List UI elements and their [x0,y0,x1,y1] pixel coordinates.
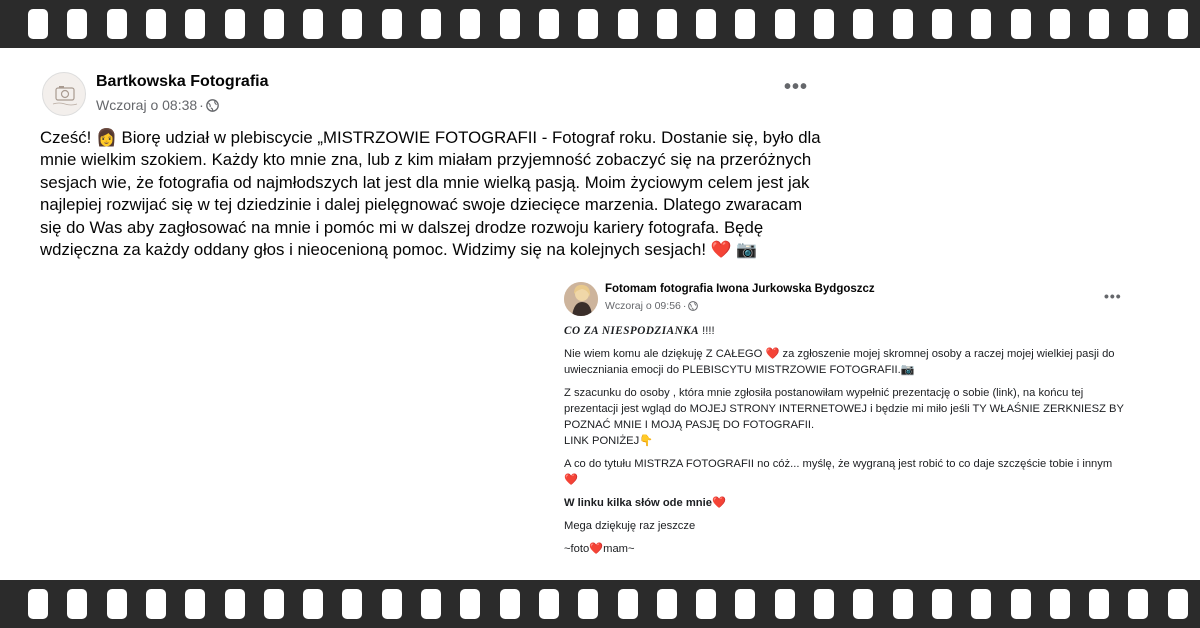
profile-photo-icon [564,282,598,316]
timestamp-text[interactable]: Wczoraj o 08:38 [96,97,198,113]
film-sprocket-hole [500,589,520,619]
film-sprocket-hole [696,9,716,39]
post-body: Cześć! 👩 Biorę udział w plebiscycie „MISTRZOWIE FOTOGRAFII - Fotograf roku. Dostanie się, było dla mnie wielkim szokiem. Każdy kto mnie zna, lub z kim miałam przyjemność zobaczyć się na przeróżnych sesjach wie, że fotografia od najmłodszych lat jest dla mnie wielką pasją. Moim życiowym celem jest jak najlepiej rozwijać się w tej dziedzinie i dalej pielęgnować swoje dziecięce marzenia. Dlatego zwaracam się do Was aby zagłosować na mnie i pomóc mi w dalszej drodze rozwoju kariery fotografa. Będę wdzięczna za każdy oddany głos i nieocenioną pomoc. Widzimy się na kolejnych sesjach! ❤️ 📷 [40,128,821,260]
post-timestamp[interactable] [96,97,219,115]
film-sprocket-hole [67,9,87,39]
film-sprocket-hole [814,589,834,619]
film-sprocket-hole [342,589,362,619]
film-sprocket-hole [971,9,991,39]
film-sprocket-hole [303,589,323,619]
post-timestamp[interactable] [605,300,698,314]
film-sprocket-hole [696,589,716,619]
author-avatar[interactable] [564,282,598,316]
film-strip-bottom [0,580,1200,628]
film-sprocket-hole [735,9,755,39]
film-sprocket-hole [185,9,205,39]
film-sprocket-hole [382,9,402,39]
headline-suffix: !!!! [699,325,715,337]
film-sprocket-hole [618,589,638,619]
film-sprocket-hole [1089,589,1109,619]
film-strip-top [0,0,1200,48]
film-sprocket-hole [578,9,598,39]
film-sprocket-hole [1089,9,1109,39]
film-sprocket-hole [146,589,166,619]
film-sprocket-hole [539,589,559,619]
film-sprocket-hole [185,589,205,619]
film-sprocket-hole [657,589,677,619]
film-sprocket-hole [893,589,913,619]
film-sprocket-hole [264,589,284,619]
film-sprocket-hole [67,589,87,619]
paragraph-2-text: Z szacunku do osoby , która mnie zgłosiła postanowiłam wypełnić prezentację o sobie (link), na końcu tej prezentacji jest wgląd do MOJEJ STRONY INTERNETOWEJ i będzie mi miło jeśli TY WŁAŚNIE ZERKNIESZ BY POZNAĆ MNIE I MOJĄ PASJĘ DO FOTOGRAFII. [564,387,1124,431]
film-sprocket-hole [421,589,441,619]
film-sprocket-hole [382,589,402,619]
globe-icon [206,99,219,115]
film-sprocket-hole [932,9,952,39]
headline-italic: CO ZA NIESPODZIANKA [564,325,700,337]
paragraph-2 [564,385,1124,449]
film-sprocket-hole [107,9,127,39]
film-sprocket-hole [500,9,520,39]
more-options-button[interactable]: ••• [1104,288,1122,304]
film-sprocket-hole [1050,9,1070,39]
paragraph-3: A co do tytułu MISTRZA FOTOGRAFII no cóż... myślę, że wygraną jest robić to co daje szczęście tobie i innym ❤️ [564,458,1113,486]
signature: ~foto❤️mam~ [564,543,635,555]
film-sprocket-hole [264,9,284,39]
paragraph-1: Nie wiem komu ale dziękuję Z CAŁEGO ❤️ za zgłoszenie mojej skromnej osoby a raczej mojej wielkiej pasji do uwieczniania emocji do PLEBISCYTU MISTRZOWIE FOTOGRAFII.📷 [564,348,1115,376]
author-avatar[interactable] [42,72,86,116]
film-sprocket-hole [775,9,795,39]
film-sprocket-hole [1168,589,1188,619]
film-sprocket-hole [421,9,441,39]
film-sprocket-hole [1168,9,1188,39]
film-sprocket-hole [618,9,638,39]
link-below-text: LINK PONIŻEJ👇 [564,435,654,447]
film-sprocket-hole [657,9,677,39]
film-sprocket-hole [893,9,913,39]
film-sprocket-hole [578,589,598,619]
film-sprocket-hole [853,589,873,619]
film-sprocket-hole [1128,589,1148,619]
film-sprocket-hole [1011,589,1031,619]
film-sprocket-hole [1128,9,1148,39]
globe-icon [688,301,698,314]
post-body [564,323,1124,564]
separator-dot: · [682,300,687,312]
film-sprocket-hole [303,9,323,39]
film-sprocket-hole [735,589,755,619]
film-sprocket-hole [225,589,245,619]
film-sprocket-hole [225,9,245,39]
film-sprocket-hole [853,9,873,39]
film-sprocket-hole [1011,9,1031,39]
film-sprocket-hole [932,589,952,619]
film-sprocket-hole [146,9,166,39]
paragraph-5: Mega dziękuję raz jeszcze [564,520,696,532]
camera-logo-icon [43,73,86,116]
more-options-button[interactable]: ••• [784,76,809,98]
film-sprocket-hole [460,9,480,39]
author-name[interactable]: Bartkowska Fotografia [96,73,269,90]
film-sprocket-hole [342,9,362,39]
author-name[interactable]: Fotomam fotografia Iwona Jurkowska Bydgoszcz [605,283,875,295]
embedded-post [562,278,1132,570]
paragraph-4: W linku kilka słów ode mnie❤️ [564,497,726,509]
film-sprocket-hole [775,589,795,619]
film-sprocket-hole [539,9,559,39]
film-sprocket-hole [28,9,48,39]
timestamp-text[interactable]: Wczoraj o 09:56 [605,300,681,312]
film-sprocket-hole [28,589,48,619]
film-sprocket-hole [1050,589,1070,619]
headline [564,323,1124,339]
film-sprocket-hole [460,589,480,619]
film-sprocket-hole [107,589,127,619]
film-sprocket-hole [814,9,834,39]
separator-dot: · [199,97,204,113]
film-sprocket-hole [971,589,991,619]
